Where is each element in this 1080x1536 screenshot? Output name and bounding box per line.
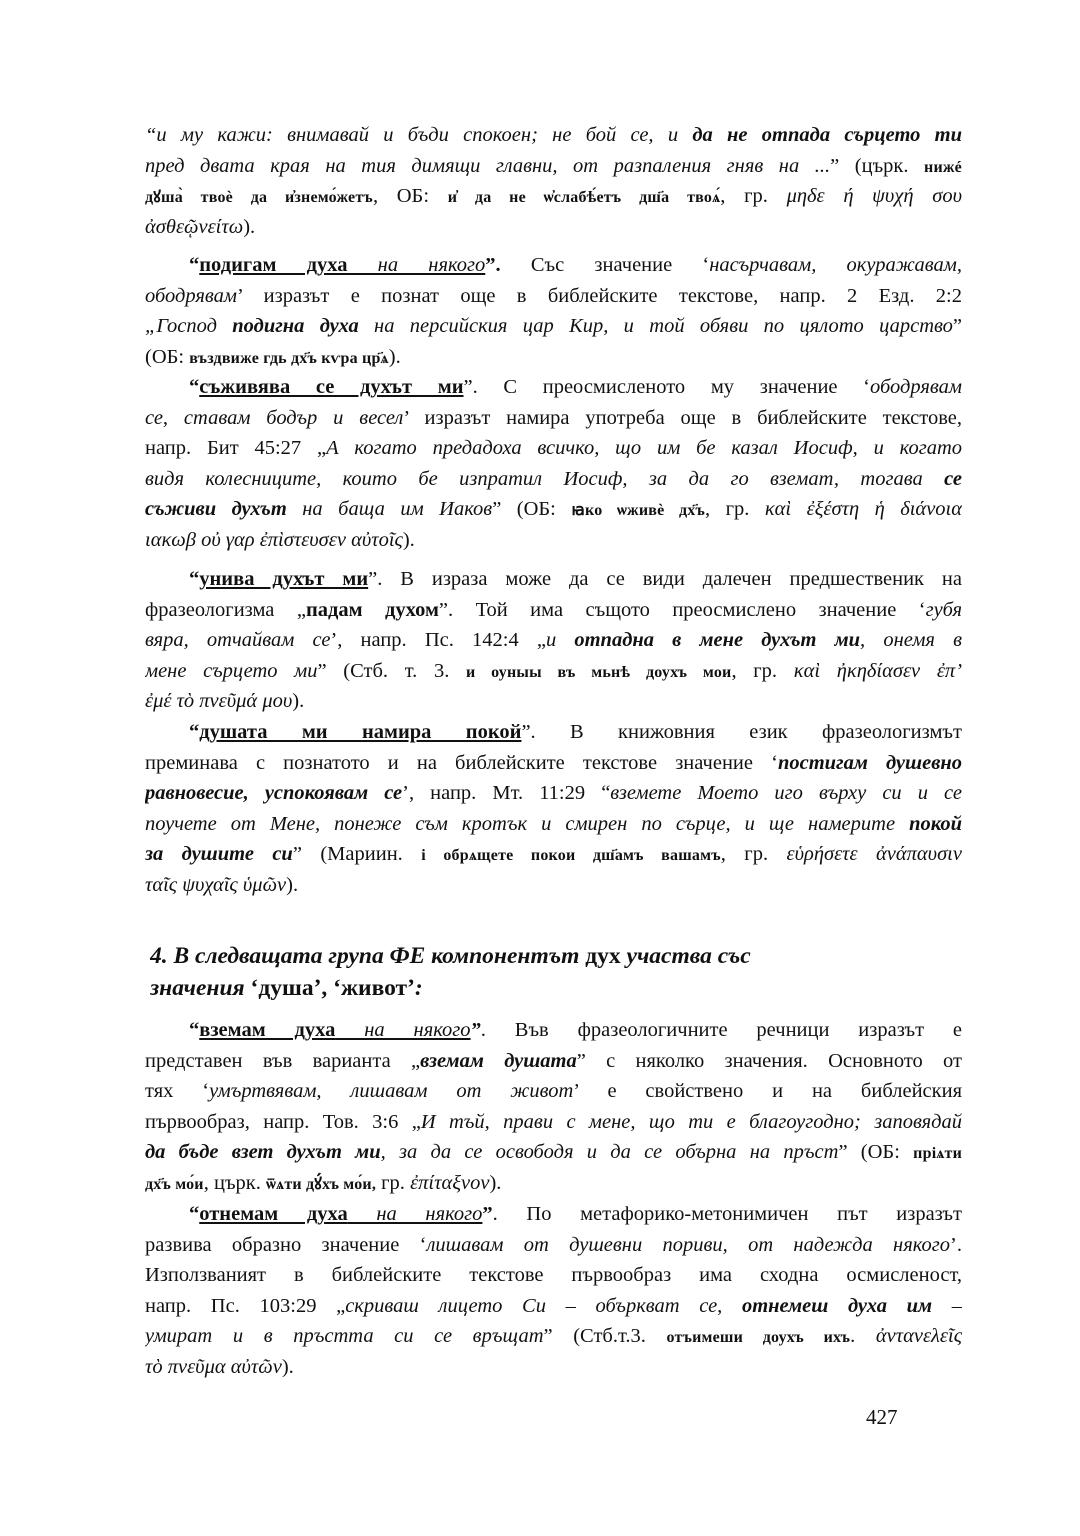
text-run: ” [470,1019,481,1041]
text-run: ” (ОБ: [492,498,572,521]
text-run: да бъде взет духът ми [145,1141,381,1164]
text-run: напр. Бит 45:27 „ [145,437,327,460]
text-run: отнемеш духа им [741,1294,933,1317]
section-heading [150,940,890,1004]
text-run: равновесие, успокоявам се [145,782,403,805]
text-run: на персийския цар Кир, и той обяви по цялото царство [358,315,953,338]
text-run: ” [952,315,962,338]
text-run: покой [909,812,962,835]
text-run: значения [150,975,251,1001]
text-run: ’ изразът е познат още в библейските текстове, напр. 2 Езд. 2:2 [236,284,962,307]
text-line [145,839,962,870]
text-run: (ОБ: [145,345,190,368]
text-line [145,120,962,151]
text-run: , ОБ: [372,185,448,208]
paragraph-podigam-duha [145,250,962,372]
text-run: τὸ πνεῦμα αὐτῶν [145,1355,282,1378]
text-line [150,940,890,972]
paragraph-quote-continuation [145,120,962,242]
text-run: Използваният в библейските текстове първообраз има сходна осмисленост, [145,1264,962,1287]
text-run: . Във фразеологичните речници изразът е [480,1019,962,1041]
text-run: ). [292,690,305,713]
text-line [145,1260,962,1291]
text-run: μηδε ή ψυχή σου [786,185,962,208]
text-run: “ [189,1019,200,1041]
text-run: ”. В израза може да се види далечен предшественик на [368,568,962,590]
text-run: се, ставам бодър и весел [145,406,404,429]
text-run: ” (Мариин. [292,843,422,866]
paragraph-vzemam-duha [145,1015,962,1199]
page-number: 427 [866,1405,898,1429]
text-line [145,564,962,595]
text-line [145,809,962,840]
text-run: , гр. [731,659,794,682]
church-slavonic-text: отъимеши доухъ ихъ [666,1329,851,1347]
text-line [145,250,962,281]
text-line [145,1076,962,1107]
text-run: “ [189,568,200,590]
text-run: ἀντανελεῖς [875,1325,962,1348]
church-slavonic-text: и҆ да не ѡ҆слабѣ́етъ дш҃а твоѧ́ [447,189,721,207]
text-run: душата ми намира покой [199,721,522,743]
text-run: за душите си [145,843,293,866]
text-run: подигна духа [232,315,359,338]
church-slavonic-text: въздвиже гдь дх҃ъ кѵра цр҃ѧ [189,349,389,367]
text-run: ’ изразът намира употреба още в библейските текстове, [403,406,962,429]
text-run: “ [189,254,200,276]
text-run: , за да се освободя и да се обърна на пръст [380,1141,839,1164]
text-line [145,1352,962,1383]
text-run: ” (църк. [830,154,925,177]
text-line [145,1168,962,1199]
text-line [145,625,962,656]
text-run: ”. В книжовния език фразеологизмът [521,721,962,743]
text-run: καὶ ἐξέστη ἡ διάνοια [764,498,962,521]
text-line [145,281,962,312]
text-run: “ [189,376,200,398]
text-run: представен във варианта „ [145,1049,421,1072]
text-run: пред двата края на тия димящи главни, от разпаления гняв на ... [145,154,831,177]
text-run: καὶ ἠκηδίασεν ἐπ’ [793,659,962,682]
text-run: : [414,975,423,1001]
text-run: поучете от Мене, понеже съм кротък и смирен по сърце, и ще намерите [145,812,910,835]
text-run: 4. В следващата група ФЕ компонентът [150,943,586,969]
text-run: . [850,1325,876,1348]
text-run: Със значение ‘ [500,254,710,276]
text-line [145,686,962,717]
text-run: ταῖς ψυχαῖς ὑμῶν [145,873,287,896]
text-run: напр. Пс. 103:29 „ [145,1294,346,1317]
text-run: вземам душата [420,1049,577,1072]
text-run: ‘душа’, ‘живот’ [250,975,415,1001]
text-run: , гр. [704,498,765,521]
text-run: , църк. [203,1171,267,1194]
text-run: , гр. [720,185,787,208]
text-line [145,372,962,403]
church-slavonic-text: и оуныы въ мьнѣ доухъ мои [466,663,732,681]
text-run: съживи духът [145,498,287,521]
paragraph-dushata-namira-pokoy [145,717,962,901]
text-run: “ [189,721,200,743]
church-slavonic-text: пріѧти [913,1145,962,1163]
text-line [145,1291,962,1322]
text-run: ἐμέ τὸ πνεῦμά μου [145,690,293,713]
text-line [145,433,962,464]
text-line [145,525,962,556]
text-run: скриваш лицето Си – объркват се, [345,1294,742,1317]
text-run: дух [585,943,621,969]
text-run: ιακωβ οὐ γαρ ἐπὶστευσεν αὐτοῖς [145,528,403,551]
text-run: лишавам от душевни пориви, от надежда някого [426,1233,951,1256]
paragraph-sazhivyava-se-duhat [145,372,962,556]
text-run: видя колесниците, които бе изпратил Иосиф, за да го вземат, тогава [145,467,945,490]
text-run: участва със [620,943,751,969]
text-run: умъртвявам, лишавам от живот [209,1080,574,1103]
text-run: мене сърцето ми [145,659,318,682]
text-line [145,212,962,243]
text-run: губя [925,598,962,621]
text-line [145,717,962,748]
paragraph-univa-duhat [145,564,962,717]
text-line [145,1199,962,1230]
text-run: постигам душевно [777,751,962,774]
text-run: вяра, отчайвам се [145,629,331,652]
text-run: ’, напр. Пс. 142:4 „ [330,629,546,652]
text-line [145,151,962,182]
text-run: А когато предадоха всичко, що им бе казал Иосиф, и когато [326,437,962,460]
church-slavonic-text: і обрѧщете покои дш҃амъ вашамъ [421,847,721,865]
text-run: ). [286,873,299,896]
text-line [145,1046,962,1077]
text-run: “и му кажи: внимавай и бъди спокоен; не бой се, и [145,124,693,146]
church-slavonic-text: ꙗко ѡживѐ дх҃ъ [571,502,705,520]
text-run: ). [489,1171,502,1194]
text-run: вземете Моето иго върху си и се [610,782,962,805]
text-line [145,748,962,779]
text-run: тях ‘ [145,1080,210,1103]
text-run: ” с няколко значения. Основното от [576,1049,962,1072]
text-run: подигам духа [199,254,348,276]
text-line [145,1137,962,1168]
text-run: падам духом [305,598,439,621]
text-run: развива образно значение ‘ [145,1233,427,1256]
text-run: ). [388,345,401,368]
text-run: . По метафорико-метонимичен път изразът [492,1203,962,1225]
text-line [145,1230,962,1261]
text-run: ободрявам [145,284,237,307]
paragraph-otnemam-duha [145,1199,962,1383]
text-run: отпадна в мене духът ми [574,629,861,652]
text-run: и [545,629,575,652]
text-run: на някого [347,1203,483,1225]
text-run: на някого [335,1019,471,1041]
text-run: ’ е свойствено и на библейския [573,1080,962,1103]
text-line [145,403,962,434]
text-run: да не отпада сърцето ти [692,124,962,146]
text-run: ’. [950,1233,962,1256]
church-slavonic-text: дꙋша̀ твоѐ да и҆знемо́жетъ [145,189,373,207]
text-run: ’, напр. Мт. 11:29 “ [402,782,611,805]
text-run: И тъй, прави с мене, що ти е благоугодно; заповядай [420,1110,962,1133]
text-run: се [944,467,962,490]
text-line [145,1015,962,1046]
text-run: отнемам духа [199,1203,348,1225]
text-run: ” [482,1203,493,1225]
text-run: преминава с познатото и на библейските текстове значение ‘ [145,751,778,774]
text-run: ободрявам [870,376,962,398]
text-run: на баща им Иаков [286,498,493,521]
text-run: съживява се духът ми [199,376,464,398]
text-line [145,1107,962,1138]
text-run: първообраз, напр. Тов. 3:6 „ [145,1110,421,1133]
text-line [145,181,962,212]
text-run: насърчавам, окуражавам, [709,254,962,276]
text-line [145,1321,962,1352]
text-run: ” (Стб. т. 3. [317,659,466,682]
text-run: εὑρήσετε ἀνάπαυσιν [786,843,962,866]
text-run: ). [402,528,415,551]
text-run: ” (Стб.т.3. [543,1325,667,1348]
text-line [145,311,962,342]
church-slavonic-text: дх҃ъ мо́и [145,1175,204,1193]
text-run: на някого [347,254,486,276]
text-run: ”. С преосмисленото му значение ‘ [463,376,871,398]
text-line [145,778,962,809]
text-run: ). [281,1355,294,1378]
text-line [145,595,962,626]
text-run: ”. [485,254,501,276]
text-run: „Господ [145,315,233,338]
text-run: гр. [376,1171,411,1194]
text-run: ἀσθεῷνείτω [145,215,244,238]
text-line [145,494,962,525]
text-line [145,464,962,495]
text-run: вземам духа [199,1019,336,1041]
text-line [150,972,890,1004]
text-line [145,342,962,373]
text-run: , гр. [720,843,787,866]
text-line [145,656,962,687]
text-run: ”. Той има същото преосмислено значение ‘ [438,598,926,621]
text-line [145,870,962,901]
text-run: ). [243,215,256,238]
church-slavonic-text: нижé [924,158,962,176]
church-slavonic-text: ѿѧти дꙋ́хъ мо́и, [266,1175,377,1193]
text-run: фразеологизма „ [145,598,306,621]
text-run: ἐπίταξνον [410,1171,490,1194]
text-run: унива духът ми [199,568,369,590]
text-run: – [932,1294,962,1317]
text-run: , онемя в [860,629,962,652]
text-run: умират и в пръстта си се връщат [145,1325,544,1348]
text-run: “ [189,1203,200,1225]
text-run: ” (ОБ: [838,1141,914,1164]
